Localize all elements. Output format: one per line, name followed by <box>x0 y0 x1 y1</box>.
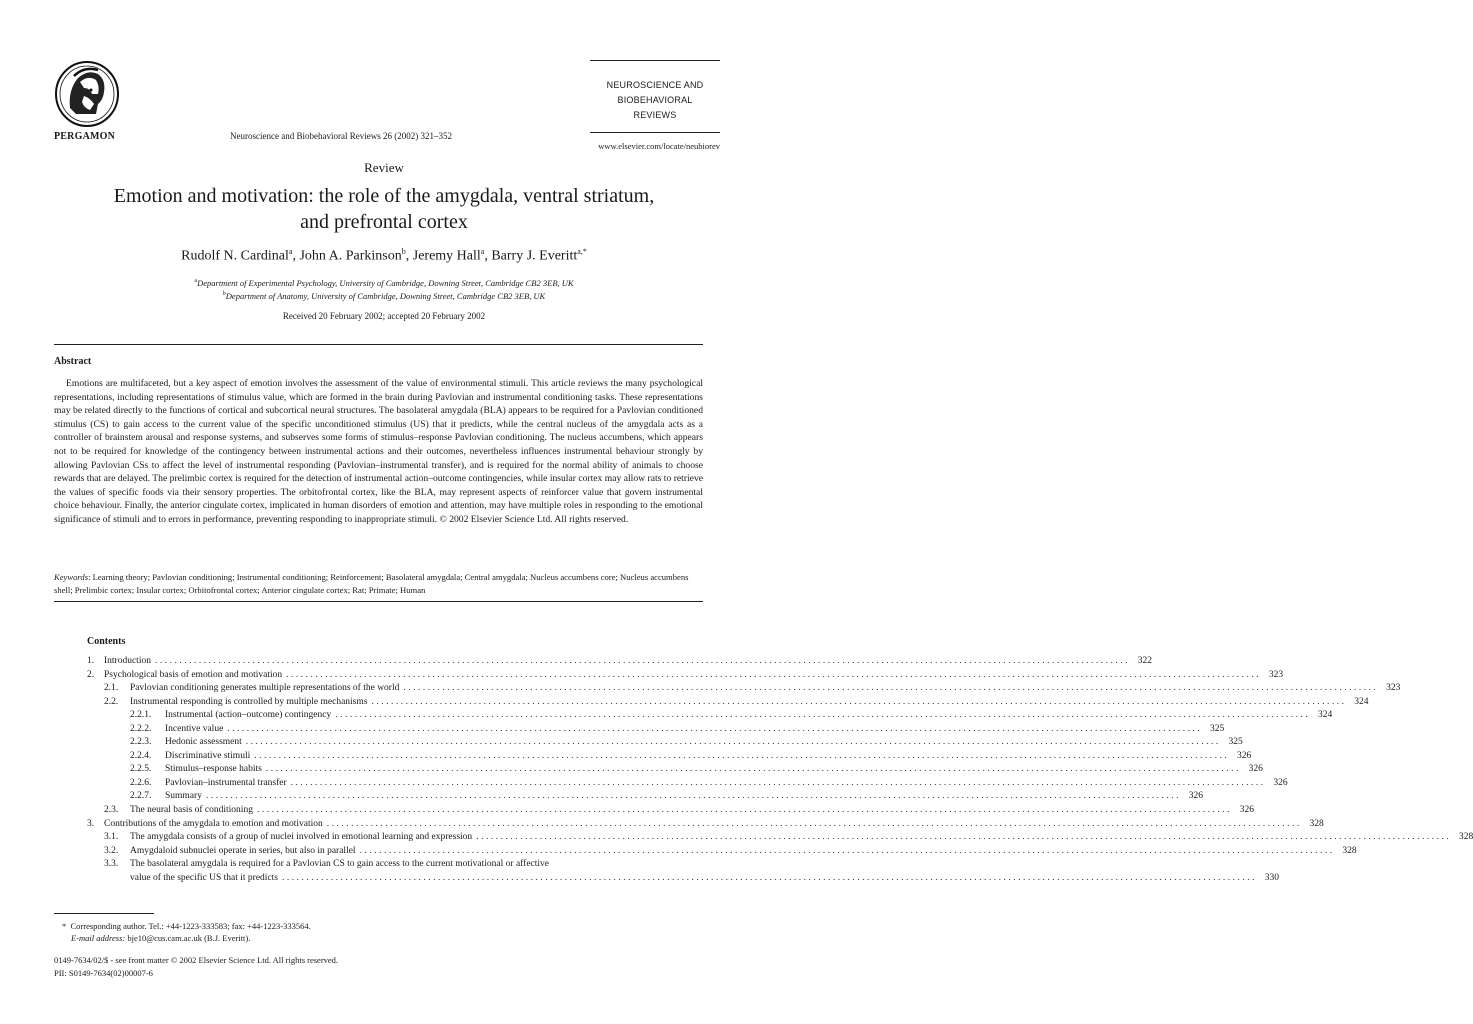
pergamon-logo <box>54 60 120 128</box>
toc-number: 2.2.2. <box>130 723 152 734</box>
corresponding-author-footnote <box>62 920 311 944</box>
table-of-contents <box>87 655 1473 885</box>
journal-name-line: BIOBEHAVIORAL <box>617 95 693 105</box>
toc-page-number: 324 <box>1317 710 1333 721</box>
keywords: Keywords: Learning theory; Pavlovian conditioning; Instrumental conditioning; Reinforcement; Basolateral amygdala; Central amygdala; Nucleus accumbens core; Nucleus accumbens shell; Prelimbic cortex; Insular cortex; Orbitofrontal cortex; Anterior cingulate cortex; Rat; Primate; Human <box>54 572 689 595</box>
toc-label: Incentive value <box>165 723 224 734</box>
toc-entry[interactable] <box>87 655 1152 669</box>
affiliation-text: Department of Anatomy, University of Cambridge, Downing Street, Cambridge CB2 3EB, UK <box>225 291 546 301</box>
toc-label: Introduction <box>104 656 151 666</box>
toc-page-number: 326 <box>1248 764 1263 775</box>
title-line: Emotion and motivation: the role of the amygdala, ventral striatum, <box>113 185 655 207</box>
contents-heading: Contents <box>87 636 126 647</box>
toc-page-number: 323 <box>1386 683 1401 694</box>
toc-label: Summary <box>165 791 202 802</box>
toc-label: The basolateral amygdala is required for a Pavlovian CS to gain access to the current motivational or affective <box>130 859 549 870</box>
article-type: Review <box>364 160 404 175</box>
toc-label: Psychological basis of emotion and motivation <box>104 669 283 680</box>
toc-page-number: 322 <box>1137 656 1152 666</box>
toc-label: Pavlovian–instrumental transfer <box>165 777 287 788</box>
toc-entry[interactable] <box>87 831 1473 845</box>
toc-entry[interactable] <box>87 669 1284 683</box>
toc-number: 3.2. <box>104 845 119 856</box>
author-separator: , <box>484 248 492 264</box>
toc-number: 3.3. <box>104 859 119 870</box>
toc-label: Hedonic assessment <box>165 737 242 748</box>
toc-page-number: 330 <box>1264 872 1279 883</box>
toc-page-number: 326 <box>1273 777 1288 788</box>
author-affiliation-marker: a,* <box>577 247 587 256</box>
toc-entry[interactable] <box>87 723 1225 737</box>
title-line: and prefrontal cortex <box>300 211 468 233</box>
footnote-marker: * <box>62 921 67 931</box>
front-matter-line: 0149-7634/02/$ - see front matter © 2002 Elsevier Science Ltd. All rights reserved. <box>54 955 339 965</box>
toc-entry[interactable] <box>87 682 1401 696</box>
toc-leader-dots: ........................................................................................................................................................................................................ <box>254 750 1230 761</box>
toc-page-number: 326 <box>1239 805 1254 816</box>
journal-citation: Neuroscience and Biobehavioral Reviews 26 (2002) 321–352 <box>230 131 452 141</box>
toc-page-number: 324 <box>1354 696 1369 707</box>
toc-label: Instrumental (action–outcome) contingency <box>165 710 332 721</box>
toc-entry[interactable] <box>87 790 1203 804</box>
affiliation-marker: a <box>194 278 198 285</box>
author-name: John A. Parkinson <box>299 248 402 264</box>
pii-line: PII: S0149-7634(02)00007-6 <box>54 968 153 978</box>
toc-label: Instrumental responding is controlled by multiple mechanisms <box>130 696 368 707</box>
toc-number: 3.1. <box>104 832 119 843</box>
header-rule-top <box>590 60 720 61</box>
toc-number: 2.2.6. <box>130 777 152 788</box>
journal-name-line: REVIEWS <box>633 110 677 120</box>
toc-label: The neural basis of conditioning <box>130 805 253 816</box>
toc-entry[interactable] <box>87 858 673 872</box>
toc-entry[interactable] <box>87 804 1254 818</box>
toc-number: 2.3. <box>104 805 119 816</box>
toc-leader-dots: ........................................................................................................................................................................................................ <box>154 656 1130 666</box>
toc-entry[interactable] <box>87 736 1243 750</box>
toc-leader-dots: ........................................................................................................................................................................................................ <box>256 805 1232 816</box>
author-separator: , <box>292 248 300 264</box>
author-affiliation-marker: a <box>288 247 293 256</box>
toc-label: The amygdala consists of a group of nuclei involved in emotional learning and expression <box>130 832 473 843</box>
email-address[interactable]: bje10@cus.cam.ac.uk (B.J. Everitt). <box>127 933 251 943</box>
toc-leader-dots: ........................................................................................................................................................................................................ <box>335 710 1311 721</box>
toc-number: 2.2. <box>104 696 119 707</box>
toc-entry[interactable] <box>87 818 1324 832</box>
email-label: E-mail address: <box>71 933 126 943</box>
header-rule-bottom <box>590 132 720 133</box>
journal-name-line: NEUROSCIENCE AND <box>606 80 704 90</box>
keywords-text: Learning theory; Pavlovian conditioning; Instrumental conditioning; Reinforcement; Basolateral amygdala; Central amygdala; Nucleus accumbens core; Nucleus accumbens shell; Prelimbic cortex; Insular cortex; Orbitofrontal cortex; Anterior cingulate cortex; Rat; Primate; Human <box>54 572 689 595</box>
toc-page-number: 328 <box>1342 845 1357 856</box>
author-name: Jeremy Hall <box>412 248 481 264</box>
journal-url[interactable]: www.elsevier.com/locate/neubiorev <box>598 141 720 151</box>
abstract-text: Emotions are multifaceted, but a key aspect of emotion involves the assessment of the value of environmental stimuli. This article reviews the many psychological representations, including representations of stimulus value, which are formed in the brain during Pavlovian and instrumental conditioning tasks. These representations may be related directly to the functions of cortical and subcortical neural structures. The basolateral amygdala (BLA) appears to be required for a Pavlovian conditioned stimulus (CS) to gain access to the current value of the specific unconditioned stimulus (US) that it predicts, while the central nucleus of the amygdala acts as a controller of brainstem arousal and response systems, and subserves some forms of stimulus–response Pavlovian conditioning. The nucleus accumbens, which appears not to be required for knowledge of the contingency between instrumental actions and their outcomes, nevertheless influences instrumental behaviour strongly by allowing Pavlovian CSs to affect the level of instrumental responding (Pavlovian–instrumental transfer), and is required for the normal ability of animals to choose rewards that are delayed. The prelimbic cortex is required for the detection of instrumental action–outcome contingencies, while insular cortex may allow rats to retrieve the values of specific foods via their sensory properties. The orbitofrontal cortex, like the BLA, may represent aspects of reinforcer value that govern instrumental choice behaviour. Finally, the anterior cingulate cortex, implicated in human disorders of emotion and attention, may have multiple roles in responding to the emotional significance of stimuli and to errors in performance, preventing responding to inappropriate stimuli. © 2002 Elsevier Science Ltd. All rights reserved. <box>54 378 703 525</box>
toc-leader-dots: ........................................................................................................................................................................................................ <box>326 818 1302 829</box>
toc-label: value of the specific US that it predicts <box>130 872 278 883</box>
corresponding-author-text: Corresponding author. Tel.: +44-1223-333583; fax: +44-1223-333564. <box>70 921 311 931</box>
toc-number: 2.2.7. <box>130 791 152 802</box>
affiliation-text: Department of Experimental Psychology, University of Cambridge, Downing Street, Cambridge CB2 3EB, UK <box>197 278 574 288</box>
author-name: Rudolf N. Cardinal <box>181 248 289 264</box>
toc-label: Stimulus–response habits <box>165 764 262 775</box>
abstract-heading: Abstract <box>54 356 92 367</box>
toc-leader-dots: ........................................................................................................................................................................................................ <box>245 737 1221 748</box>
toc-page-number: 326 <box>1236 750 1252 761</box>
keywords-label: Keywords <box>54 572 89 582</box>
received-dates: Received 20 February 2002; accepted 20 February 2002 <box>282 311 486 321</box>
toc-number: 2.2.5. <box>130 764 152 775</box>
affiliation-marker: b <box>222 291 226 298</box>
toc-label: Amygdaloid subnuclei operate in series, but also in parallel <box>130 845 356 856</box>
toc-number: 2.2.3. <box>130 737 152 748</box>
toc-label: Discriminative stimuli <box>165 750 251 761</box>
toc-entry[interactable] <box>87 777 1288 791</box>
author-affiliation-marker: a <box>480 247 485 256</box>
toc-page-number: 328 <box>1458 832 1473 843</box>
toc-leader-dots: ........................................................................................................................................................................................................ <box>265 764 1241 775</box>
toc-leader-dots: ........................................................................................................................................................................................................ <box>359 845 1335 856</box>
affiliation <box>0 278 768 288</box>
author-list <box>0 247 768 265</box>
toc-leader-dots: ........................................................................................................................................................................................................ <box>371 696 1347 707</box>
toc-page-number: 325 <box>1228 737 1243 748</box>
toc-entry[interactable] <box>87 845 1357 859</box>
toc-number: 2.1. <box>104 683 119 694</box>
author-separator: , <box>405 248 413 264</box>
journal-name <box>580 78 730 123</box>
toc-page-number: 326 <box>1188 791 1203 802</box>
toc-label: Pavlovian conditioning generates multiple representations of the world <box>130 683 400 694</box>
toc-label: Contributions of the amygdala to emotion and motivation <box>104 818 323 829</box>
toc-entry[interactable] <box>87 763 1263 777</box>
toc-leader-dots: ........................................................................................................................................................................................................ <box>403 683 1379 694</box>
toc-leader-dots: ........................................................................................................................................................................................................ <box>476 832 1452 843</box>
abstract-rule-bottom <box>54 601 703 602</box>
toc-number: 2.2.4. <box>130 750 152 761</box>
footnote-rule <box>54 913 154 914</box>
author-name: Barry J. Everitt <box>491 248 578 264</box>
toc-leader-dots: ........................................................................................................................................................................................................ <box>286 669 1262 680</box>
toc-entry[interactable] <box>87 750 1252 764</box>
toc-number: 3. <box>87 818 95 829</box>
author-affiliation-marker: b <box>401 247 406 256</box>
toc-page-number: 325 <box>1210 723 1225 734</box>
toc-leader-dots: ........................................................................................................................................................................................................ <box>205 791 1181 802</box>
publisher-name: PERGAMON <box>54 131 116 142</box>
toc-number: 2. <box>87 669 95 680</box>
toc-leader-dots: ........................................................................................................................................................................................................ <box>227 723 1203 734</box>
toc-leader-dots: ........................................................................................................................................................................................................ <box>282 872 1257 883</box>
article-title <box>40 183 728 235</box>
toc-page-number: 323 <box>1268 669 1284 680</box>
toc-number: 2.2.1. <box>130 710 152 721</box>
toc-entry[interactable] <box>87 696 1369 710</box>
toc-entry[interactable] <box>87 872 1279 886</box>
affiliation <box>0 291 768 301</box>
toc-number: 1. <box>87 656 95 666</box>
toc-page-number: 328 <box>1309 818 1324 829</box>
front-matter <box>54 954 338 980</box>
toc-leader-dots: ........................................................................................................................................................................................................ <box>290 777 1266 788</box>
abstract-rule-top <box>54 344 703 345</box>
toc-entry[interactable] <box>87 709 1333 723</box>
